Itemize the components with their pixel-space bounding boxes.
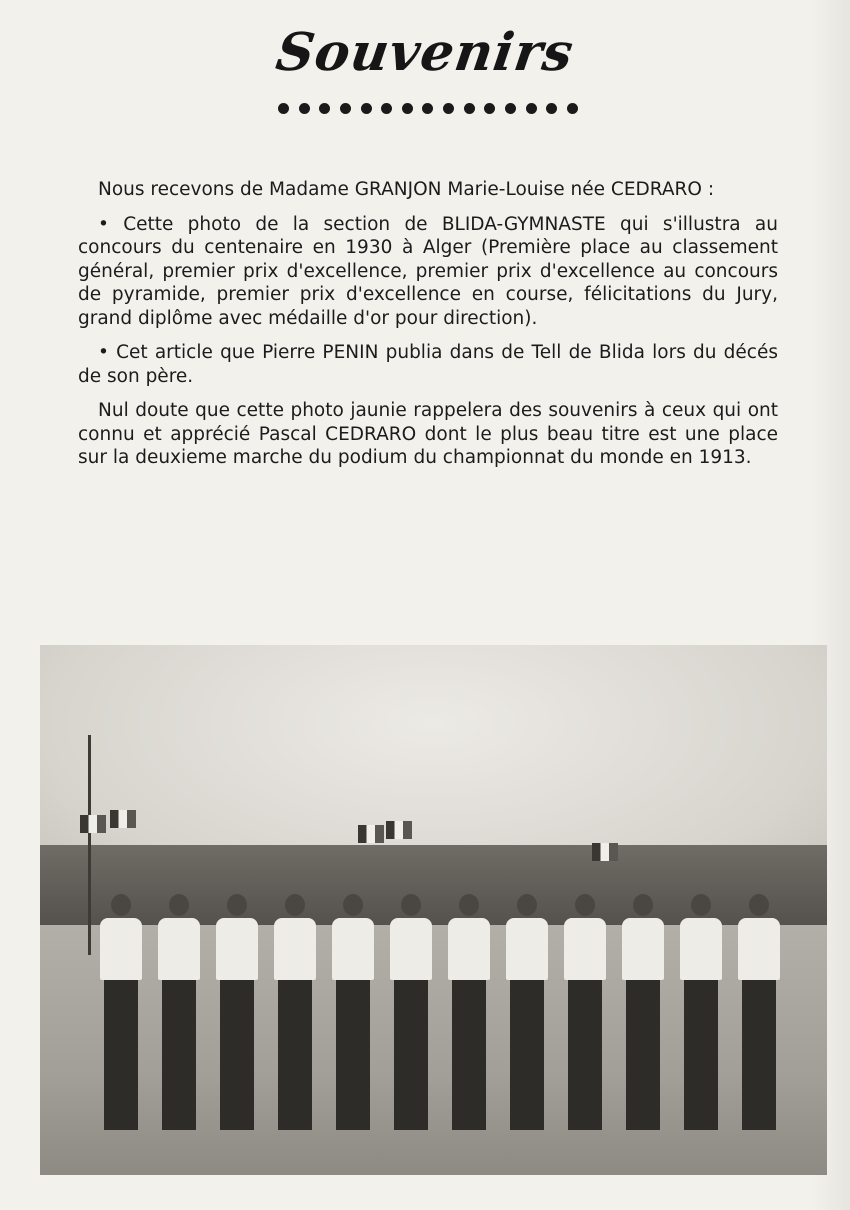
figure-head (749, 894, 769, 916)
article-body (78, 178, 778, 481)
figure-shirt (274, 918, 316, 980)
figure-shirt (100, 918, 142, 980)
figure-shirt (564, 918, 606, 980)
flag-icon (80, 815, 106, 833)
figure-shirt (216, 918, 258, 980)
divider-dot (505, 103, 516, 114)
figure-legs (626, 980, 660, 1130)
figure-head (285, 894, 305, 916)
figure-head (633, 894, 653, 916)
figure-legs (510, 980, 544, 1130)
closing-paragraph: Nul doute que cette photo jaunie rappelera des souvenirs à ceux qui ont connu et apprécié Pascal CEDRARO dont le plus beau titre est une place sur la deuxieme marche du podium du championnat du monde en 1913. (78, 400, 778, 468)
figure-head (227, 894, 247, 916)
figure-legs (104, 980, 138, 1130)
divider-dot (278, 103, 289, 114)
photo-description-paragraph: • Cette photo de la section de BLIDA-GYMNASTE qui s'illustra au concours du centenaire en 1930 à Alger (Première place au classement général, premier prix d'excellence, premier prix d'excellence au concours de pyramide, premier prix d'excellence en course, félicitations du Jury, grand diplôme avec médaille d'or pour direction). (78, 213, 778, 329)
figure-head (401, 894, 421, 916)
figure-shirt (448, 918, 490, 980)
divider-dot (319, 103, 330, 114)
figure-head (517, 894, 537, 916)
figure-shirt (158, 918, 200, 980)
figure-head (575, 894, 595, 916)
gymnast-figure (506, 894, 548, 1130)
figure-legs (568, 980, 602, 1130)
flag-icon (110, 810, 136, 828)
figure-shirt (738, 918, 780, 980)
figure-shirt (680, 918, 722, 980)
divider-dot (443, 103, 454, 114)
divider-dot (340, 103, 351, 114)
figure-legs (742, 980, 776, 1130)
figure-shirt (622, 918, 664, 980)
figure-legs (452, 980, 486, 1130)
figure-head (459, 894, 479, 916)
page-title: Souvenirs (272, 22, 578, 83)
gymnast-figure (448, 894, 490, 1130)
team-photo (40, 645, 827, 1175)
divider-dot (464, 103, 475, 114)
divider-dot (546, 103, 557, 114)
divider-dot (381, 103, 392, 114)
intro-paragraph: Nous recevons de Madame GRANJON Marie-Louise née CEDRARO : (98, 179, 715, 200)
figure-head (169, 894, 189, 916)
figure-shirt (390, 918, 432, 980)
figure-legs (220, 980, 254, 1130)
gymnast-figure (680, 894, 722, 1130)
figure-legs (336, 980, 370, 1130)
gymnast-figure (100, 894, 142, 1130)
flag-icon (592, 843, 618, 861)
figure-shirt (332, 918, 374, 980)
figure-legs (684, 980, 718, 1130)
divider-dot (299, 103, 310, 114)
divider-dot (402, 103, 413, 114)
divider-dot (422, 103, 433, 114)
gymnast-figure (274, 894, 316, 1130)
gymnast-figure (332, 894, 374, 1130)
flag-icon (358, 825, 384, 843)
figure-head (111, 894, 131, 916)
figure-shirt (506, 918, 548, 980)
gymnast-figure (738, 894, 780, 1130)
gymnast-figure (390, 894, 432, 1130)
gymnast-figure (158, 894, 200, 1130)
divider-dot (361, 103, 372, 114)
gymnast-figure (216, 894, 258, 1130)
divider-dot (484, 103, 495, 114)
title-dot-divider (278, 100, 578, 116)
gymnast-figure (564, 894, 606, 1130)
flag-icon (386, 821, 412, 839)
figure-legs (162, 980, 196, 1130)
flag-pole (88, 735, 91, 955)
divider-dot (526, 103, 537, 114)
figure-head (343, 894, 363, 916)
figure-legs (278, 980, 312, 1130)
figure-head (691, 894, 711, 916)
figure-legs (394, 980, 428, 1130)
divider-dot (567, 103, 578, 114)
gymnast-figure (622, 894, 664, 1130)
article-note-paragraph: • Cet article que Pierre PENIN publia dans de Tell de Blida lors du décés de son père. (78, 342, 778, 387)
